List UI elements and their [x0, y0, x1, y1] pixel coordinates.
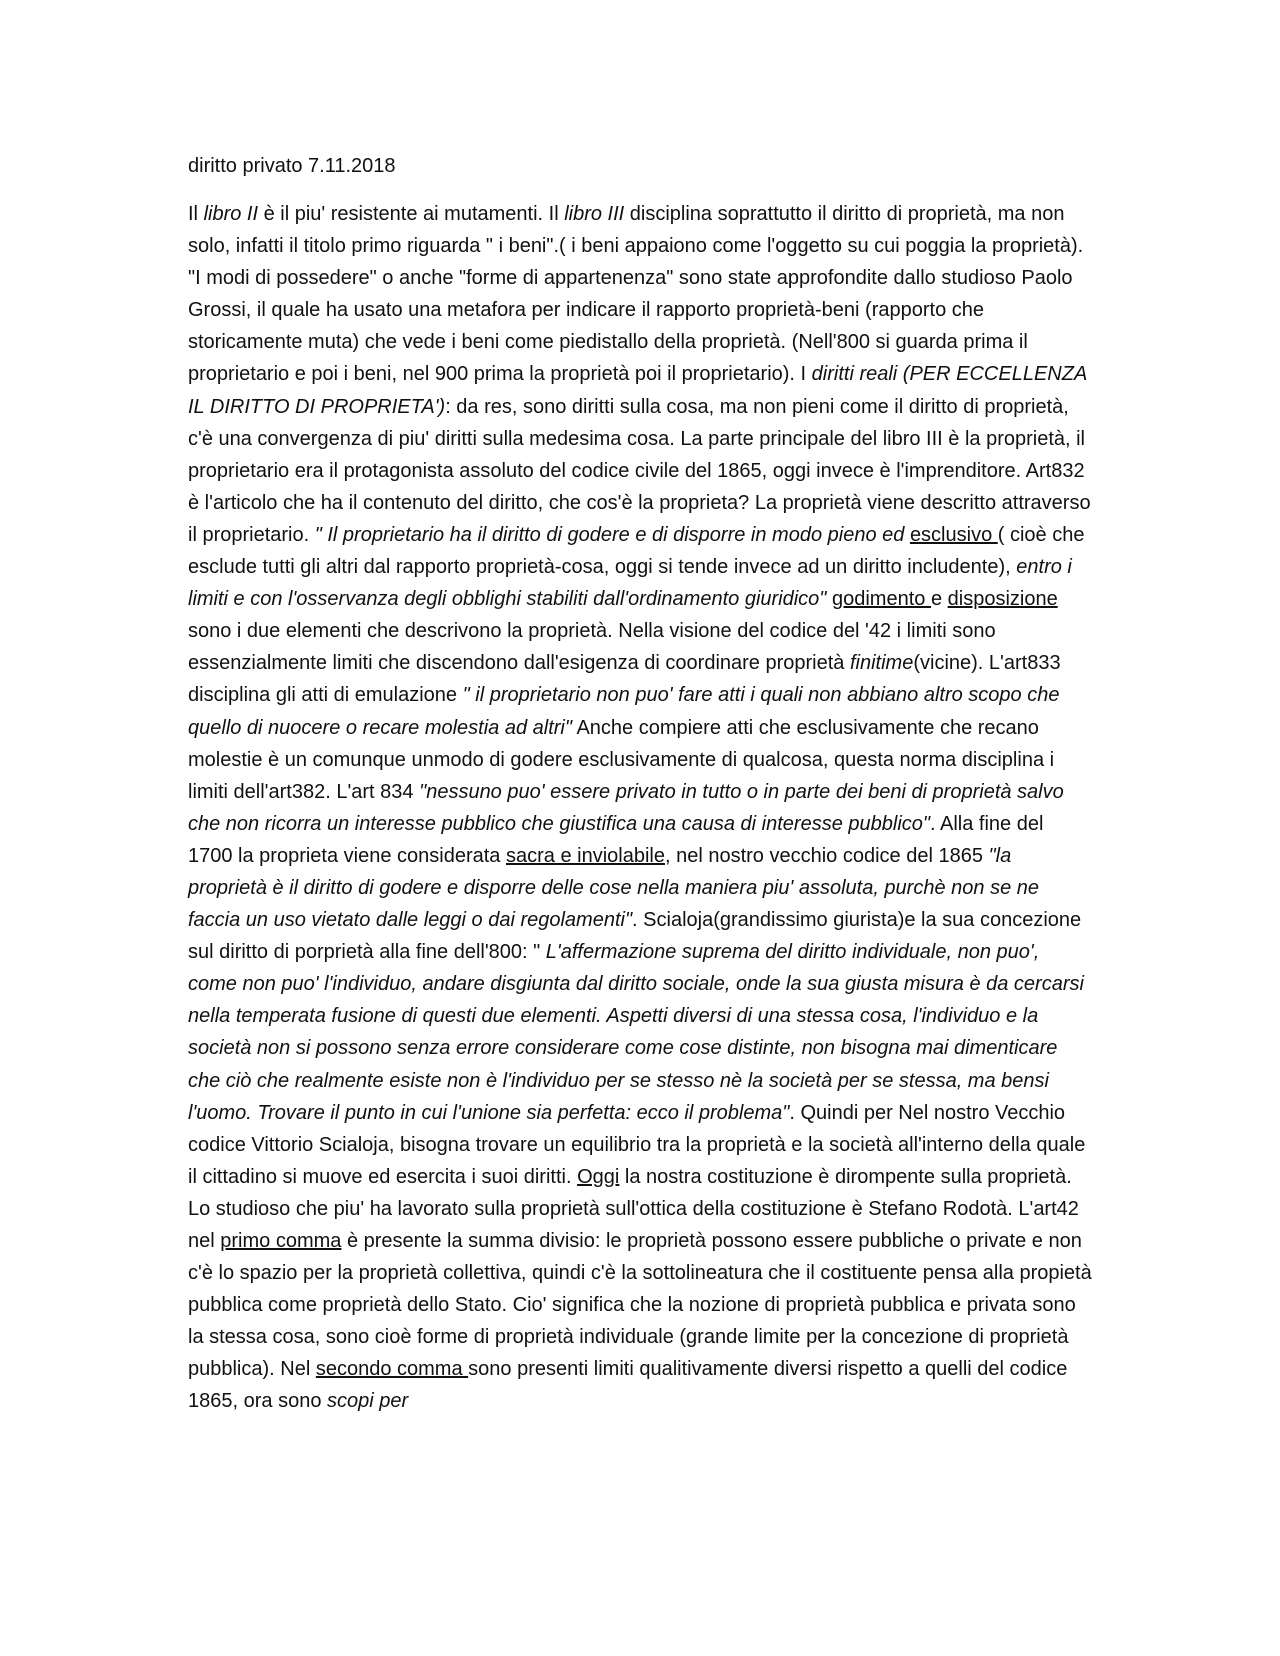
- text-run: Anche compiere atti che esclusivamente che recano molestie è un comunque unmodo di godere esclusivamente di qualcosa, questa norma disciplina i limiti dell'art382. L'art 834: [188, 716, 1055, 803]
- text-run: è il piu' resistente ai mutamenti. Il: [258, 203, 565, 225]
- text-run: ( cioè che esclude tutti gli altri dal rapporto proprietà-cosa, oggi si tende invece ad un diritto includente),: [188, 523, 1085, 579]
- underlined-run: primo comma: [220, 1230, 342, 1252]
- italic-run: "nessuno puo' essere privato in tutto o in parte dei beni di proprietà salvo che non ricorra un interesse pubblico che giustifica una causa di interesse pubblico": [188, 780, 1064, 835]
- text-run: sono i due elementi che descrivono la proprietà. Nella visione del codice del '42 i limiti sono essenzialmente limiti che discendono dall'esigenza di coordinare proprietà: [188, 620, 996, 675]
- underlined-run: secondo comma: [315, 1358, 469, 1381]
- document-title: diritto privato 7.11.2018: [188, 155, 396, 177]
- italic-run: scopi per: [327, 1390, 409, 1413]
- underlined-run: godimento: [831, 588, 931, 611]
- text-run: (vicine). L'art833 disciplina gli atti di emulazione: [188, 652, 1061, 707]
- text-run: . Quindi per Nel nostro Vecchio codice Vittorio Scialoja, bisogna trovare un equilibrio tra la proprietà e la società all'interno della quale il cittadino si muove ed esercita i suoi diritti.: [188, 1101, 1086, 1188]
- underlined-run: sacra e inviolabile: [506, 844, 665, 867]
- document-page: [188, 150, 1093, 1418]
- italic-run: finitime: [849, 652, 914, 675]
- italic-run: " il proprietario non puo' fare atti i quali non abbiano altro scopo che quello di nuocere o recare molestia ad altri": [188, 684, 1060, 739]
- text-run: . Alla fine del 1700 la proprieta viene considerata: [188, 812, 1044, 867]
- underlined-run: esclusivo: [909, 523, 998, 546]
- text-run: , nel nostro vecchio codice del 1865: [664, 844, 989, 867]
- italic-run: diritti reali (PER ECCELLENZA IL DIRITTO DI PROPRIETA'): [188, 363, 1087, 418]
- italic-run: entro i limiti e con l'osservanza degli obblighi stabiliti dall'ordinamento giuridico": [188, 556, 1072, 611]
- text-run: disciplina soprattutto il diritto di proprietà, ma non solo, infatti il titolo primo riguarda " i beni".( i beni appaiono come l'oggetto su cui poggia la proprietà). "I modi di possedere" o anche "forme di appartenenza" sono state approfondite dallo studioso Paolo Grossi, il quale ha usato una metafora per indicare il rapporto proprietà-beni (rapporto che storicamente muta) che vede i beni come piedistallo della proprietà. (Nell'800 si guarda prima il proprietario e poi i beni, nel 900 prima la proprietà poi il proprietario). I: [188, 203, 1084, 386]
- text-run: Il: [188, 203, 204, 225]
- text-run: . Scialoja(grandissimo giurista)e la sua concezione sul diritto di porprietà alla fine dell'800: ": [188, 909, 1082, 964]
- text-run: sono presenti limiti qualitivamente diversi rispetto a quelli del codice 1865, ora sono: [188, 1358, 1068, 1413]
- document-paragraph: [188, 198, 1093, 1418]
- text-run: e: [930, 588, 948, 611]
- italic-run: "la proprietà è il diritto di godere e disporre delle cose nella maniera piu' assoluta, purchè non se ne faccia un uso vietato dalle leggi o dai regolamenti": [188, 844, 1039, 932]
- italic-run: " Il proprietario ha il diritto di godere e di disporre in modo pieno ed: [314, 523, 910, 546]
- italic-run: libro III: [564, 203, 625, 225]
- underlined-run: disposizione: [947, 588, 1058, 611]
- italic-run: libro II: [203, 203, 259, 225]
- text-run: la nostra costituzione è dirompente sulla proprietà. Lo studioso che piu' ha lavorato sulla proprietà sull'ottica della costituzione è Stefano Rodotà. L'art42 nel: [188, 1165, 1079, 1252]
- text-run: : da res, sono diritti sulla cosa, ma non pieni come il diritto di proprietà, c'è una convergenza di piu' diritti sulla medesima cosa. La parte principale del libro III è la proprietà, il proprietario era il protagonista assoluto del codice civile del 1865, oggi invece è l'imprenditore. Art832 è l'articolo che ha il contenuto del diritto, che cos'è la proprieta? La proprietà viene descritto attraverso il proprietario.: [188, 395, 1091, 546]
- italic-run: L'affermazione suprema del diritto individuale, non puo', come non puo' l'individuo, andare disgiunta dal diritto sociale, onde la sua giusta misura è da cercarsi nella temperata fusione di questi due elementi. Aspetti diversi di una stessa cosa, l'individuo e la società non si possono senza errore considerare come cose distinte, non bisogna mai dimenticare che ciò che realmente esiste non è l'individuo per se stesso nè la società per se stessa, ma bensi l'uomo. Trovare il punto in cui l'unione sia perfetta: ecco il problema": [188, 941, 1084, 1124]
- underlined-run: Oggi: [577, 1165, 620, 1188]
- text-run: è presente la summa divisio: le proprietà possono essere pubbliche o private e non c'è lo spazio per la proprietà collettiva, quindi c'è la sottolineatura che il costituente pensa alla propietà pubblica come proprietà dello Stato. Cio' significa che la nozione di proprietà pubblica e privata sono la stessa cosa, sono cioè forme di proprietà individuale (grande limite per la concezione di proprietà pubblica). Nel: [188, 1230, 1092, 1381]
